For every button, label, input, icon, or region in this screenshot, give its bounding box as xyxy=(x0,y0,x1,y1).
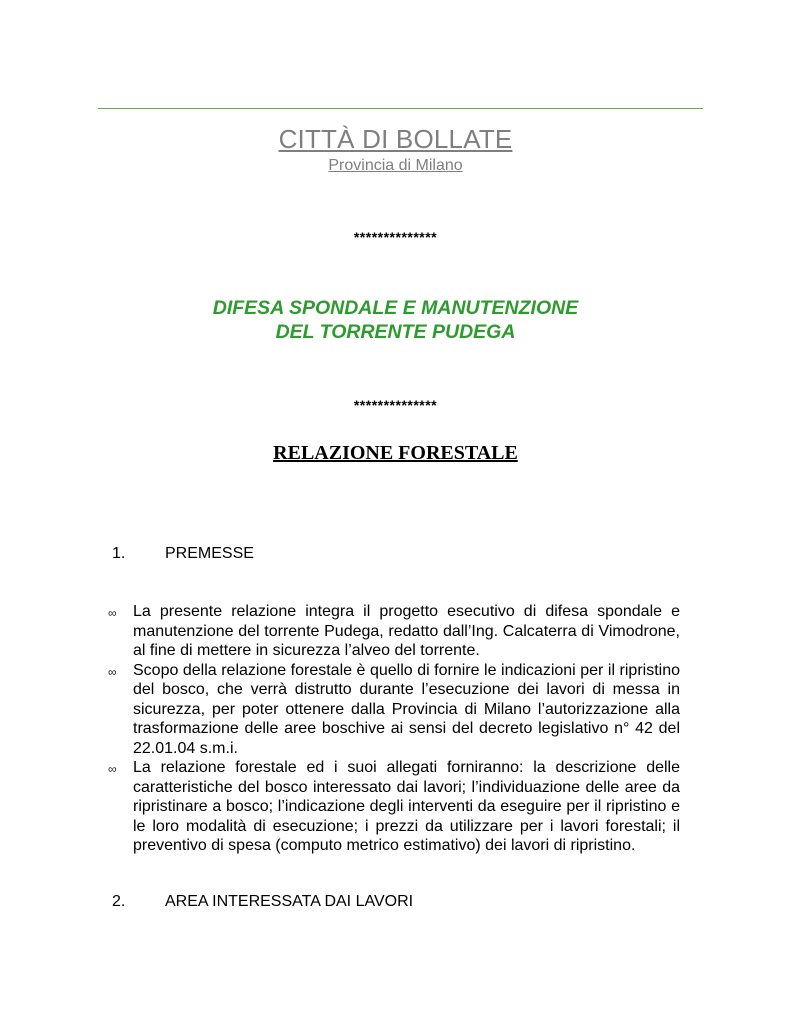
list-item xyxy=(108,602,680,661)
bullet-list xyxy=(108,602,680,856)
list-item-text: La relazione forestale ed i suoi allegati forniranno: la descrizione delle caratteristiche del bosco interessato dai lavori; l’individuazione delle aree da ripristinare a bosco; l’indicazione degli interventi da eseguire per il ripristino e le loro modalità di esecuzione; i prezzi da utilizzare per i lavori forestali; il preventivo di spesa (computo metrico estimativo) dei lavori di ripristino. xyxy=(133,759,680,854)
document-title: RELAZIONE FORESTALE xyxy=(273,442,518,464)
list-item xyxy=(108,661,680,759)
project-title-line-2: DEL TORRENTE PUDEGA xyxy=(275,321,516,343)
project-title-line-1: DIFESA SPONDALE E MANUTENZIONE xyxy=(212,297,579,319)
section-number: 1. xyxy=(112,545,126,562)
list-item-text: La presente relazione integra il progetto esecutivo di difesa spondale e manutenzione del torrente Pudega, redatto dall’Ing. Calcaterra di Vimodrone, al fine di mettere in sicurezza l’alveo del torrente. xyxy=(133,603,680,659)
separator-stars: ************** xyxy=(353,229,438,245)
list-item xyxy=(108,758,680,856)
section-title: PREMESSE xyxy=(165,545,254,562)
section-title: AREA INTERESSATA DAI LAVORI xyxy=(165,893,414,910)
separator-stars: ************** xyxy=(353,397,438,413)
infinity-bullet-icon: ∞ xyxy=(108,664,117,679)
section-number: 2. xyxy=(112,893,126,910)
list-item-text: Scopo della relazione forestale è quello di fornire le indicazioni per il ripristino del bosco, che verrà distrutto durante l’esecuzione dei lavori di messa in sicurezza, per poter ottenere dalla Provincia di Milano l’autorizzazione alla trasformazione delle aree boschive ai sensi del decreto legislativo n° 42 del 22.01.04 s.m.i. xyxy=(133,661,680,757)
city-name: CITTÀ DI BOLLATE xyxy=(278,124,513,154)
infinity-bullet-icon: ∞ xyxy=(108,762,117,776)
province-name: Provincia di Milano xyxy=(328,157,463,174)
infinity-bullet-icon: ∞ xyxy=(108,606,117,620)
header-rule xyxy=(98,108,703,109)
